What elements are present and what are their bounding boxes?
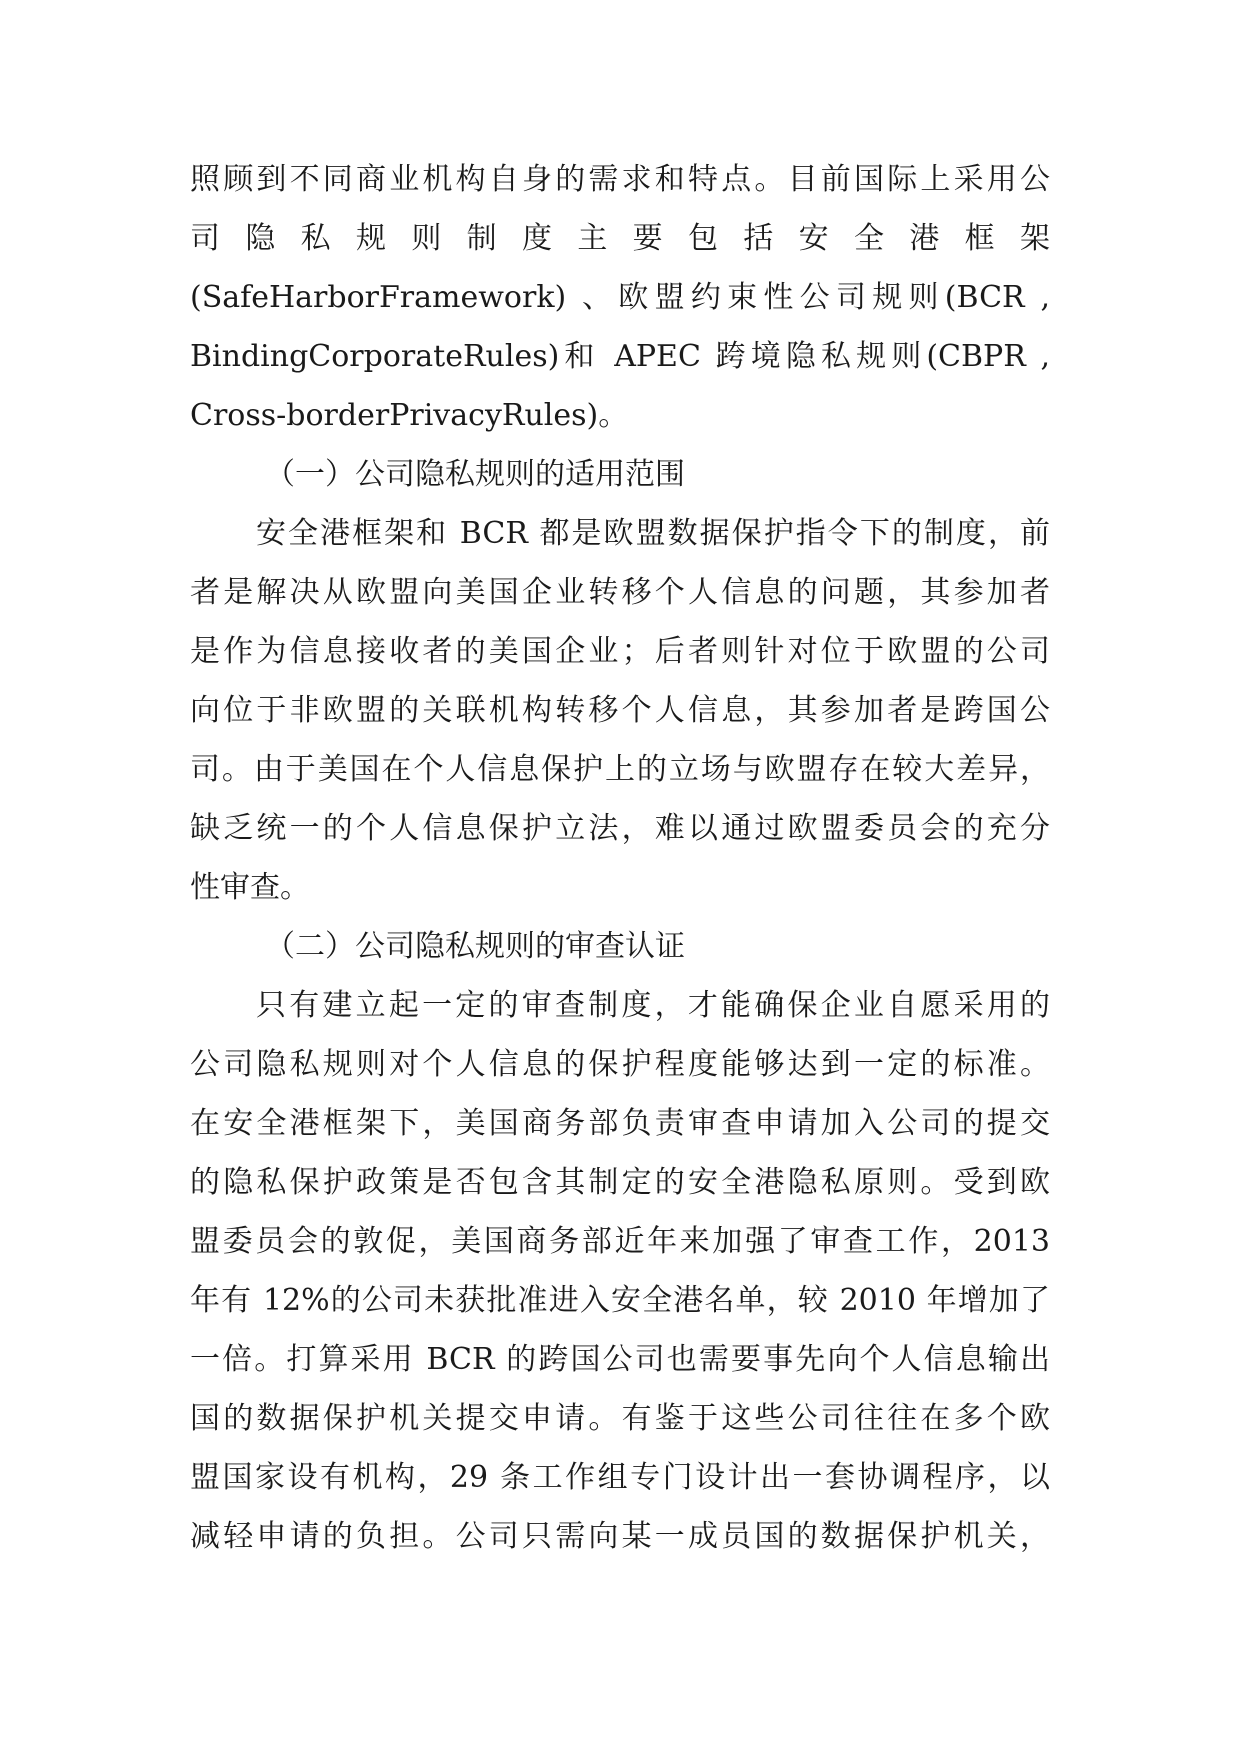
section-heading-scope: （一）公司隐私规则的适用范围 bbox=[265, 457, 685, 492]
text-line: 向位于非欧盟的关联机构转移个人信息，其参加者是跨国公 bbox=[190, 693, 1050, 728]
text-line: 司 隐 私 规 则 制 度 主 要 包 括 安 全 港 框 架 bbox=[190, 221, 1050, 256]
section-review-paragraph bbox=[190, 976, 1050, 1566]
text-line: 一倍。打算采用 BCR 的跨国公司也需要事先向个人信息输出 bbox=[190, 1342, 1050, 1377]
text-line: 减轻申请的负担。公司只需向某一成员国的数据保护机关， bbox=[190, 1519, 1050, 1554]
text-line: 性审查。 bbox=[190, 870, 310, 905]
text-line: 安全港框架和 BCR 都是欧盟数据保护指令下的制度，前 bbox=[256, 516, 1050, 551]
text-line: 盟国家设有机构，29 条工作组专门设计出一套协调程序，以 bbox=[190, 1460, 1050, 1495]
text-line: (SafeHarborFramework) 、欧盟约束性公司规则(BCR , bbox=[190, 280, 1050, 315]
text-line: 者是解决从欧盟向美国企业转移个人信息的问题，其参加者 bbox=[190, 575, 1050, 610]
text-line: Cross-borderPrivacyRules)。 bbox=[190, 398, 629, 433]
section-scope-paragraph bbox=[190, 504, 1050, 917]
text-line: 在安全港框架下，美国商务部负责审查申请加入公司的提交 bbox=[190, 1106, 1050, 1141]
text-line: 国的数据保护机关提交申请。有鉴于这些公司往往在多个欧 bbox=[190, 1401, 1050, 1436]
document-page bbox=[190, 150, 1050, 1566]
text-line: BindingCorporateRules)和 APEC 跨境隐私规则(CBPR , bbox=[190, 339, 1050, 374]
text-line: 照顾到不同商业机构自身的需求和特点。目前国际上采用公 bbox=[190, 162, 1050, 197]
text-line: 只有建立起一定的审查制度，才能确保企业自愿采用的 bbox=[256, 988, 1050, 1023]
text-line: 的隐私保护政策是否包含其制定的安全港隐私原则。受到欧 bbox=[190, 1165, 1050, 1200]
text-line: 司。由于美国在个人信息保护上的立场与欧盟存在较大差异， bbox=[190, 752, 1050, 787]
text-line: 年有 12%的公司未获批准进入安全港名单，较 2010 年增加了 bbox=[190, 1283, 1050, 1318]
section-heading-review: （二）公司隐私规则的审查认证 bbox=[265, 929, 685, 964]
text-line: 公司隐私规则对个人信息的保护程度能够达到一定的标准。 bbox=[190, 1047, 1050, 1082]
intro-paragraph bbox=[190, 150, 1050, 445]
text-line: 是作为信息接收者的美国企业；后者则针对位于欧盟的公司 bbox=[190, 634, 1050, 669]
text-line: 缺乏统一的个人信息保护立法，难以通过欧盟委员会的充分 bbox=[190, 811, 1050, 846]
text-line: 盟委员会的敦促，美国商务部近年来加强了审查工作，2013 bbox=[190, 1224, 1050, 1259]
